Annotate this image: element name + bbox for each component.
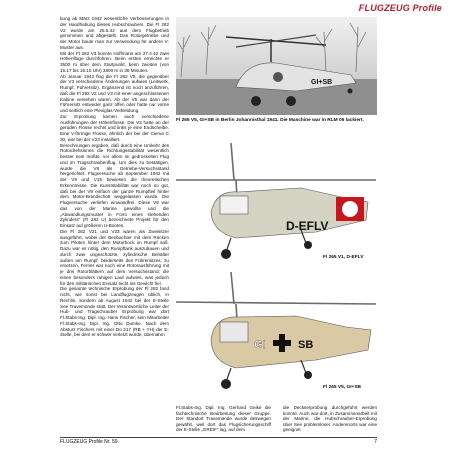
profile-fl265-v1 [176,140,377,265]
header-brand: FLUGZEUG Profile [358,3,442,13]
paragraph: bung ab März 1942 wesentliche Verbesserungen in der Handhabung dieses Hubschraubers. Die Fl 282 V2 wurde am 25.5.42 aus dem Flugbetrieb genommen und abgestellt. Das Rotorgetriebe und der Motor baute man zur Verwendung für andere V-Muster aus. [60,16,169,50]
profile2-label: Fl 265 V5, GI+SB [323,385,361,390]
helicopter-photo [176,17,377,115]
code-right: SB [298,339,314,351]
bottom-text-col1: Fl.Stabs-Ing. Dipl. Ing. Gerhard Geike die fachtechnische Bearbeitung dieser Gruppe. Der Standort Travemünde wurde deswegen gewählt, weil dort das Flugsicherungsschiff der E-Stelle „GREIF“ lag, auf dem [176,405,271,432]
bottom-text-col2: die Deckserprobung durchgeführt werden konnte. Auch war dort, in Zusammenarbeit mit der Marine, die Hubschrauber-Erprobung über See problemloser. Anderenorts war eine geeignet [283,405,377,432]
photo-caption: Fl 265 V5, GI+SB in Berlin Johannisthal 1941. Die Maschine war in RLM 05 lackiert. [176,118,364,123]
page-footer [60,437,377,445]
left-text-column [60,16,169,338]
profile-fl265-v5 [176,272,377,397]
page-number: 7 [374,439,377,445]
profile1-label: Fl 265 V1, D-EFLV [323,255,364,260]
paragraph: Berechnungen ergaben, daß durch eine Umkehr des Rotordrehsinnes die Richtungsstabilität wesentlich besser sein müßte, vor allem im gedrosselten Flug und im Tragschraubenflug. Um dies zu bestätigen, wurde die V8 als Getriebe-Versuchsstand hergerichtet. Flugversuche ab September 1942 mit der V9 und V15 bewiesen die theoretischen Erkenntnisse. Die Kunststabilität war noch so gut, daß bei der V9 einfach der ganze Rumpfteil hinter dem Motor-Brandschott weggelassen wurde. Die Flugversuche verliefen einwandfrei. Diese V9 war das von der Marine gewollte und die „Abwandlungsmuster in Form eines stehenden Zylinders“ (Fl 282 U) bezeichnete Projekt für den Einsatz auf größeren U-Booten. [60,142,169,228]
registration-text: D-EFLV [286,219,329,233]
paragraph: Ab Januar 1942 flog die Fl 282 V5, die gegenüber der V3 verschiedene Änderungen aufwies (Leitwerk, Rumpf, Führersitz). Ergänzend ist noch anzuführen, daß die Fl 282 V2 und V3 mit einer angeschlossenen Kabine versehen waren. Ab der V5 war dann der Führersitz entweder ganz offen oder hatte nur vorne und seitlich eine Plexiglas-Verkleidung. [60,73,169,113]
paragraph: Mit der Fl 282 V3 konnte Hoffmann am 27.4.42 zwei Höhenflüge durchführen. Beim ersten erreichte er 3500 m über dem Startpunkt, beim zweiten (von 15.17 bis 16.10 Uhr) 3800 m in 36 Minuten. [60,50,169,73]
footer-issue: FLUGZEUG Profile Nr. 59 [60,439,118,445]
photo-code: GI+SB [311,79,333,86]
code-left: GI [254,339,266,351]
paragraph: Zur Erprobung kamen auch verschiedene Ausführungen der Höhenflosse. Die V3 hatte an der geraden Flosse rechts und links je eine Endscheibe. Eine V-förmige Flosse, ähnlich der bei der Cierva C 30, war bei der V23 installiert. [60,113,169,142]
paragraph: Die gesamte technische Erprobung der Fl 282 fand nicht, wie sonst bei Landflugzeugen üblich, in Rechlin, sondern ab August 1942 bei der E-Stelle See Travemünde statt. Der Verantwortliche Leiter der Hub- und Tragschrauber Erprobung war dort Fl.Stabs-Ing. Dipl. Ing. Hans Fischer, sein Mitarbeiter Fl.Stabs-Ing. Dipl. Ing. Otto Dumke. Nach dem Absturz Fischers mit einer Do 217 (RB + YH) der E-Stelle, bei dem er schwer verletzt wurde, übernahm [60,286,169,338]
paragraph: Die Fl 282 V21 und V23 waren als Zweisitzer ausgeführt, wobei der Beobachter mit dem Rücken zum Piloten hinter dem Motorbock im Rumpf saß. Dazu war es nötig, den Rumpftank auszubauen und durch zwei ungeschützte, zylindrische Behälter außen am Rumpf, beiderseits des Führersitzes, zu ersetzen. Ferner war noch eine Rotorausführung mit je drei Rotorblättern auf dem Versuchsstand; die einen besonders ruhigen Lauf aufwies, was jedoch für den militärischen Einsatz nicht ins Gewicht fiel. [60,228,169,286]
photo-image [176,17,377,115]
